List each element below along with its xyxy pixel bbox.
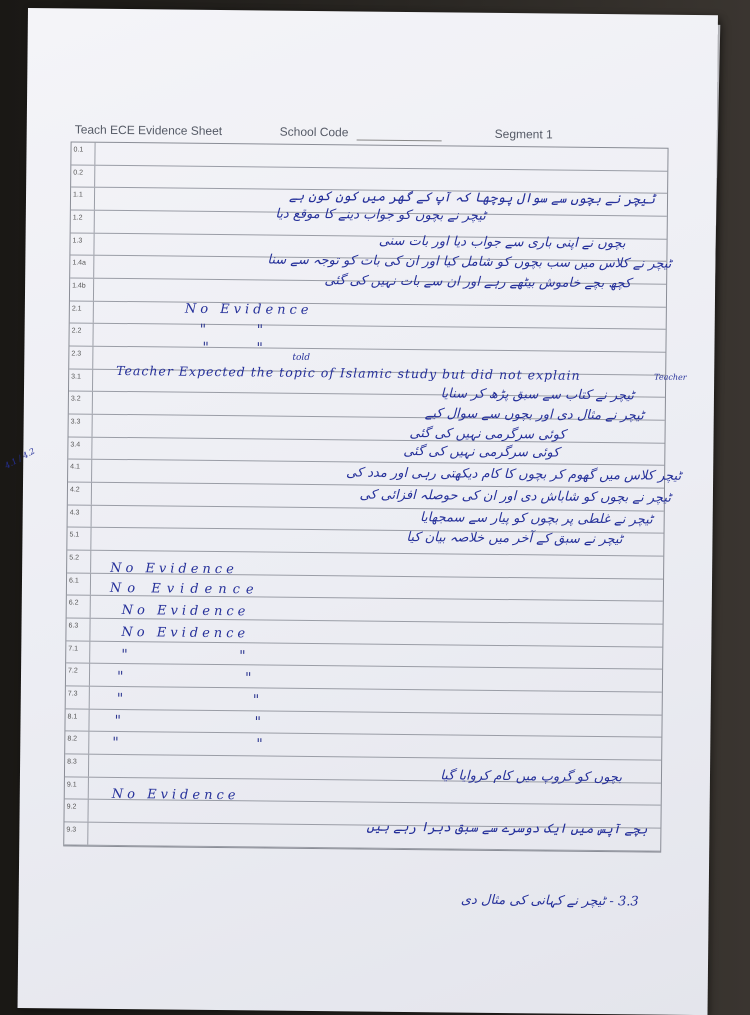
row-code: 9.1 [65, 777, 89, 799]
ditto-row-2-2-a: " [199, 321, 207, 338]
row-code: 1.1 [71, 188, 95, 210]
row-code: 7.1 [66, 641, 90, 663]
right-margin-note: Teacher [654, 372, 687, 382]
handwriting-row-2-1: No Evidence [184, 301, 313, 318]
school-code-label: School Code [279, 124, 349, 140]
handwriting-row-3-2: ٹیچر نے کتاب سے سبق پڑھ کر سنایا [440, 386, 635, 404]
row-code: 8.2 [65, 732, 89, 754]
row-code: 4.2 [68, 482, 92, 504]
row-code: 3.2 [69, 392, 93, 414]
row-code: 2.3 [69, 346, 93, 368]
handwriting-row-3-1: Teacher Expected the topic of Islamic study but did not explain [116, 362, 581, 383]
row-code: 9.3 [64, 823, 88, 845]
handwriting-row-3-3: ٹیچر نے مثال دی اور بچوں سے سوال کیے [424, 406, 644, 424]
ditto-row-2-2-b: " [256, 322, 264, 339]
row-code: 6.2 [67, 596, 91, 618]
row-code: 5.2 [67, 550, 91, 572]
handwriting-row-5-2: ٹیچر نے سبق کے آخر میں خلاصہ بیان کیا [406, 529, 623, 548]
handwriting-row-4-3: ٹیچر نے بچوں کو شاباش دی اور ان کی حوصلہ افزائی کی [359, 487, 671, 506]
row-code: 4.1 [68, 460, 92, 482]
evidence-sheet-page [3, 8, 718, 1015]
ditto-row-8-2-b: " [254, 714, 262, 731]
ditto-row-8-3-a: " [112, 734, 119, 751]
row-code: 7.3 [66, 687, 90, 709]
row-code: 2.1 [70, 301, 94, 323]
handwriting-row-4-2: ٹیچر کلاس میں گھوم کر بچوں کا کام دیکھتی رہی اور مدد کی [346, 465, 682, 484]
ditto-row-7-3-a: " [116, 668, 124, 686]
handwriting-row-4-1: کوئی سرگرمی نہیں کی گئی [403, 443, 560, 461]
row-code: 6.3 [66, 619, 90, 641]
ditto-row-7-2-a: " [121, 647, 128, 664]
sheet-title: Teach ECE Evidence Sheet [74, 122, 223, 139]
handwriting-row-9-3: بچے آپس میں ایک دوسرے سے سبق دہرا رہے ہیں [366, 819, 648, 838]
row-code: 0.2 [71, 165, 95, 187]
row-code: 1.4a [70, 256, 94, 278]
handwriting-row-6-3: No Evidence [121, 603, 250, 620]
row-code: 4.3 [68, 505, 92, 527]
handwriting-row-5-1: ٹیچر نے غلطی پر بچوں کو پیار سے سمجھایا [420, 510, 653, 528]
ditto-row-2-3-a: " [202, 339, 209, 356]
row-code: 8.1 [65, 709, 89, 731]
handwriting-row-9-1: بچوں کو گروپ میں کام کروایا گیا [440, 768, 623, 786]
row-code: 3.3 [69, 414, 93, 436]
handwriting-row-1-1: ٹیچر نے بچوں سے سوال پوچھا کہ آپ کے گھر میں کون کون ہے [288, 188, 656, 208]
handwriting-row-1-4a: ٹیچر نے کلاس میں سب بچوں کو شامل کیا اور ان کی بات کو توجہ سے سنا [267, 252, 672, 272]
row-code: 5.1 [67, 528, 91, 550]
handwriting-row-6-1: No Evidence [110, 560, 238, 578]
ditto-row-7-2-b: " [239, 648, 246, 665]
row-code: 1.2 [71, 210, 95, 232]
handwriting-row-7-1: No Evidence [121, 625, 250, 642]
segment-label: Segment 1 [494, 126, 553, 142]
row-code: 0.1 [71, 142, 95, 164]
row-code: 1.3 [70, 233, 94, 255]
ditto-row-7-3-b: " [244, 670, 252, 687]
left-margin-note: 4.1 / 4.2 [3, 446, 37, 471]
row-code: 8.3 [65, 755, 89, 777]
insert-note-3-1: told [292, 352, 311, 363]
ditto-row-8-1-a: " [116, 690, 124, 708]
row-code: 3.1 [69, 369, 93, 391]
ditto-row-8-3-b: " [256, 736, 263, 753]
handwriting-row-1-4b: کچھ بچے خاموش بیٹھے رہے اور ان سے بات نہیں کی گئی [324, 273, 632, 292]
handwriting-row-3-4: کوئی سرگرمی نہیں کی گئی [409, 426, 566, 443]
row-code: 2.2 [69, 324, 93, 346]
ditto-row-2-3-b: " [256, 340, 263, 357]
row-code: 3.4 [68, 437, 92, 459]
school-code-blank [357, 139, 442, 141]
row-code: 9.2 [64, 800, 88, 822]
ditto-row-8-1-b: " [252, 692, 260, 709]
handwriting-row-6-2: No Evidence [109, 580, 260, 598]
handwriting-row-9-2: No Evidence [111, 786, 240, 804]
row-code: 1.4b [70, 278, 94, 300]
footer-handwritten-note: 3.3 - ٹیچر نے کہانی کی مثال دی [460, 892, 639, 910]
row-code: 7.2 [66, 664, 90, 686]
handwriting-row-1-3: بچوں نے اپنی باری سے جواب دیا اور بات سنی [378, 233, 626, 252]
handwriting-row-1-2: ٹیچر نے بچوں کو جواب دینے کا موقع دیا [275, 206, 486, 224]
row-code: 6.1 [67, 573, 91, 595]
ditto-row-8-2-a: " [114, 712, 122, 730]
